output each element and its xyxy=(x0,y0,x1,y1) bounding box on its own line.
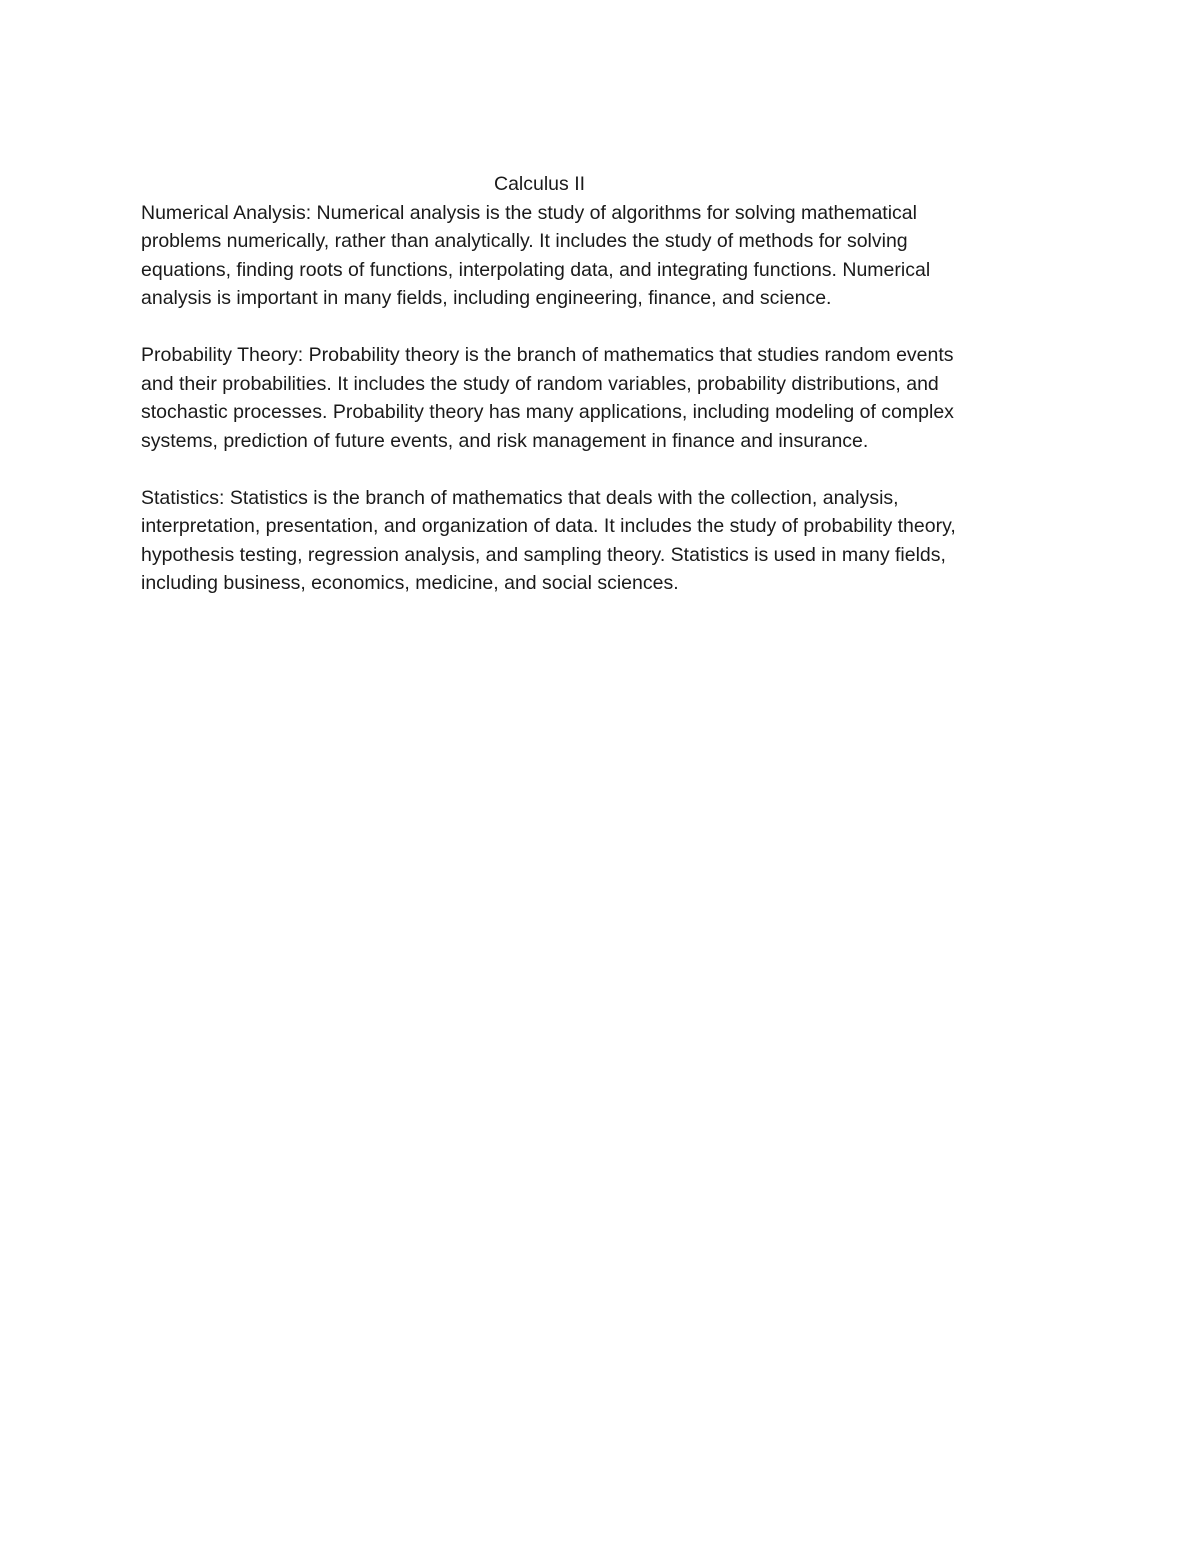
paragraph-line: Statistics: Statistics is the branch of mathematics that deals with the collection, analysis, xyxy=(141,486,899,509)
paragraph-probability-theory xyxy=(141,341,1061,455)
paragraph-line: including business, economics, medicine, and social sciences. xyxy=(141,572,679,594)
paragraph-line: analysis is important in many fields, including engineering, finance, and science. xyxy=(141,287,832,309)
paragraph-line: systems, prediction of future events, and risk management in finance and insurance. xyxy=(141,429,869,452)
paragraph-line: equations, finding roots of functions, interpolating data, and integrating functions. Numerical xyxy=(141,258,931,281)
paragraph-line: Probability Theory: Probability theory is the branch of mathematics that studies random events xyxy=(141,344,954,366)
paragraph-line: interpretation, presentation, and organization of data. It includes the study of probability theory, xyxy=(141,515,956,537)
paragraph-line: hypothesis testing, regression analysis, and sampling theory. Statistics is used in many fields, xyxy=(141,543,946,566)
paragraph-statistics xyxy=(141,484,1061,598)
document-title: Calculus II xyxy=(494,173,586,195)
paragraph-line: and their probabilities. It includes the study of random variables, probability distributions, and xyxy=(141,372,939,395)
paragraph-numerical-analysis xyxy=(141,199,1061,313)
paragraph-line: Numerical Analysis: Numerical analysis is the study of algorithms for solving mathematical xyxy=(141,201,917,224)
paragraph-line: stochastic processes. Probability theory has many applications, including modeling of complex xyxy=(141,401,954,423)
paragraph-line: problems numerically, rather than analytically. It includes the study of methods for solving xyxy=(141,230,908,252)
document-body xyxy=(141,170,1061,598)
